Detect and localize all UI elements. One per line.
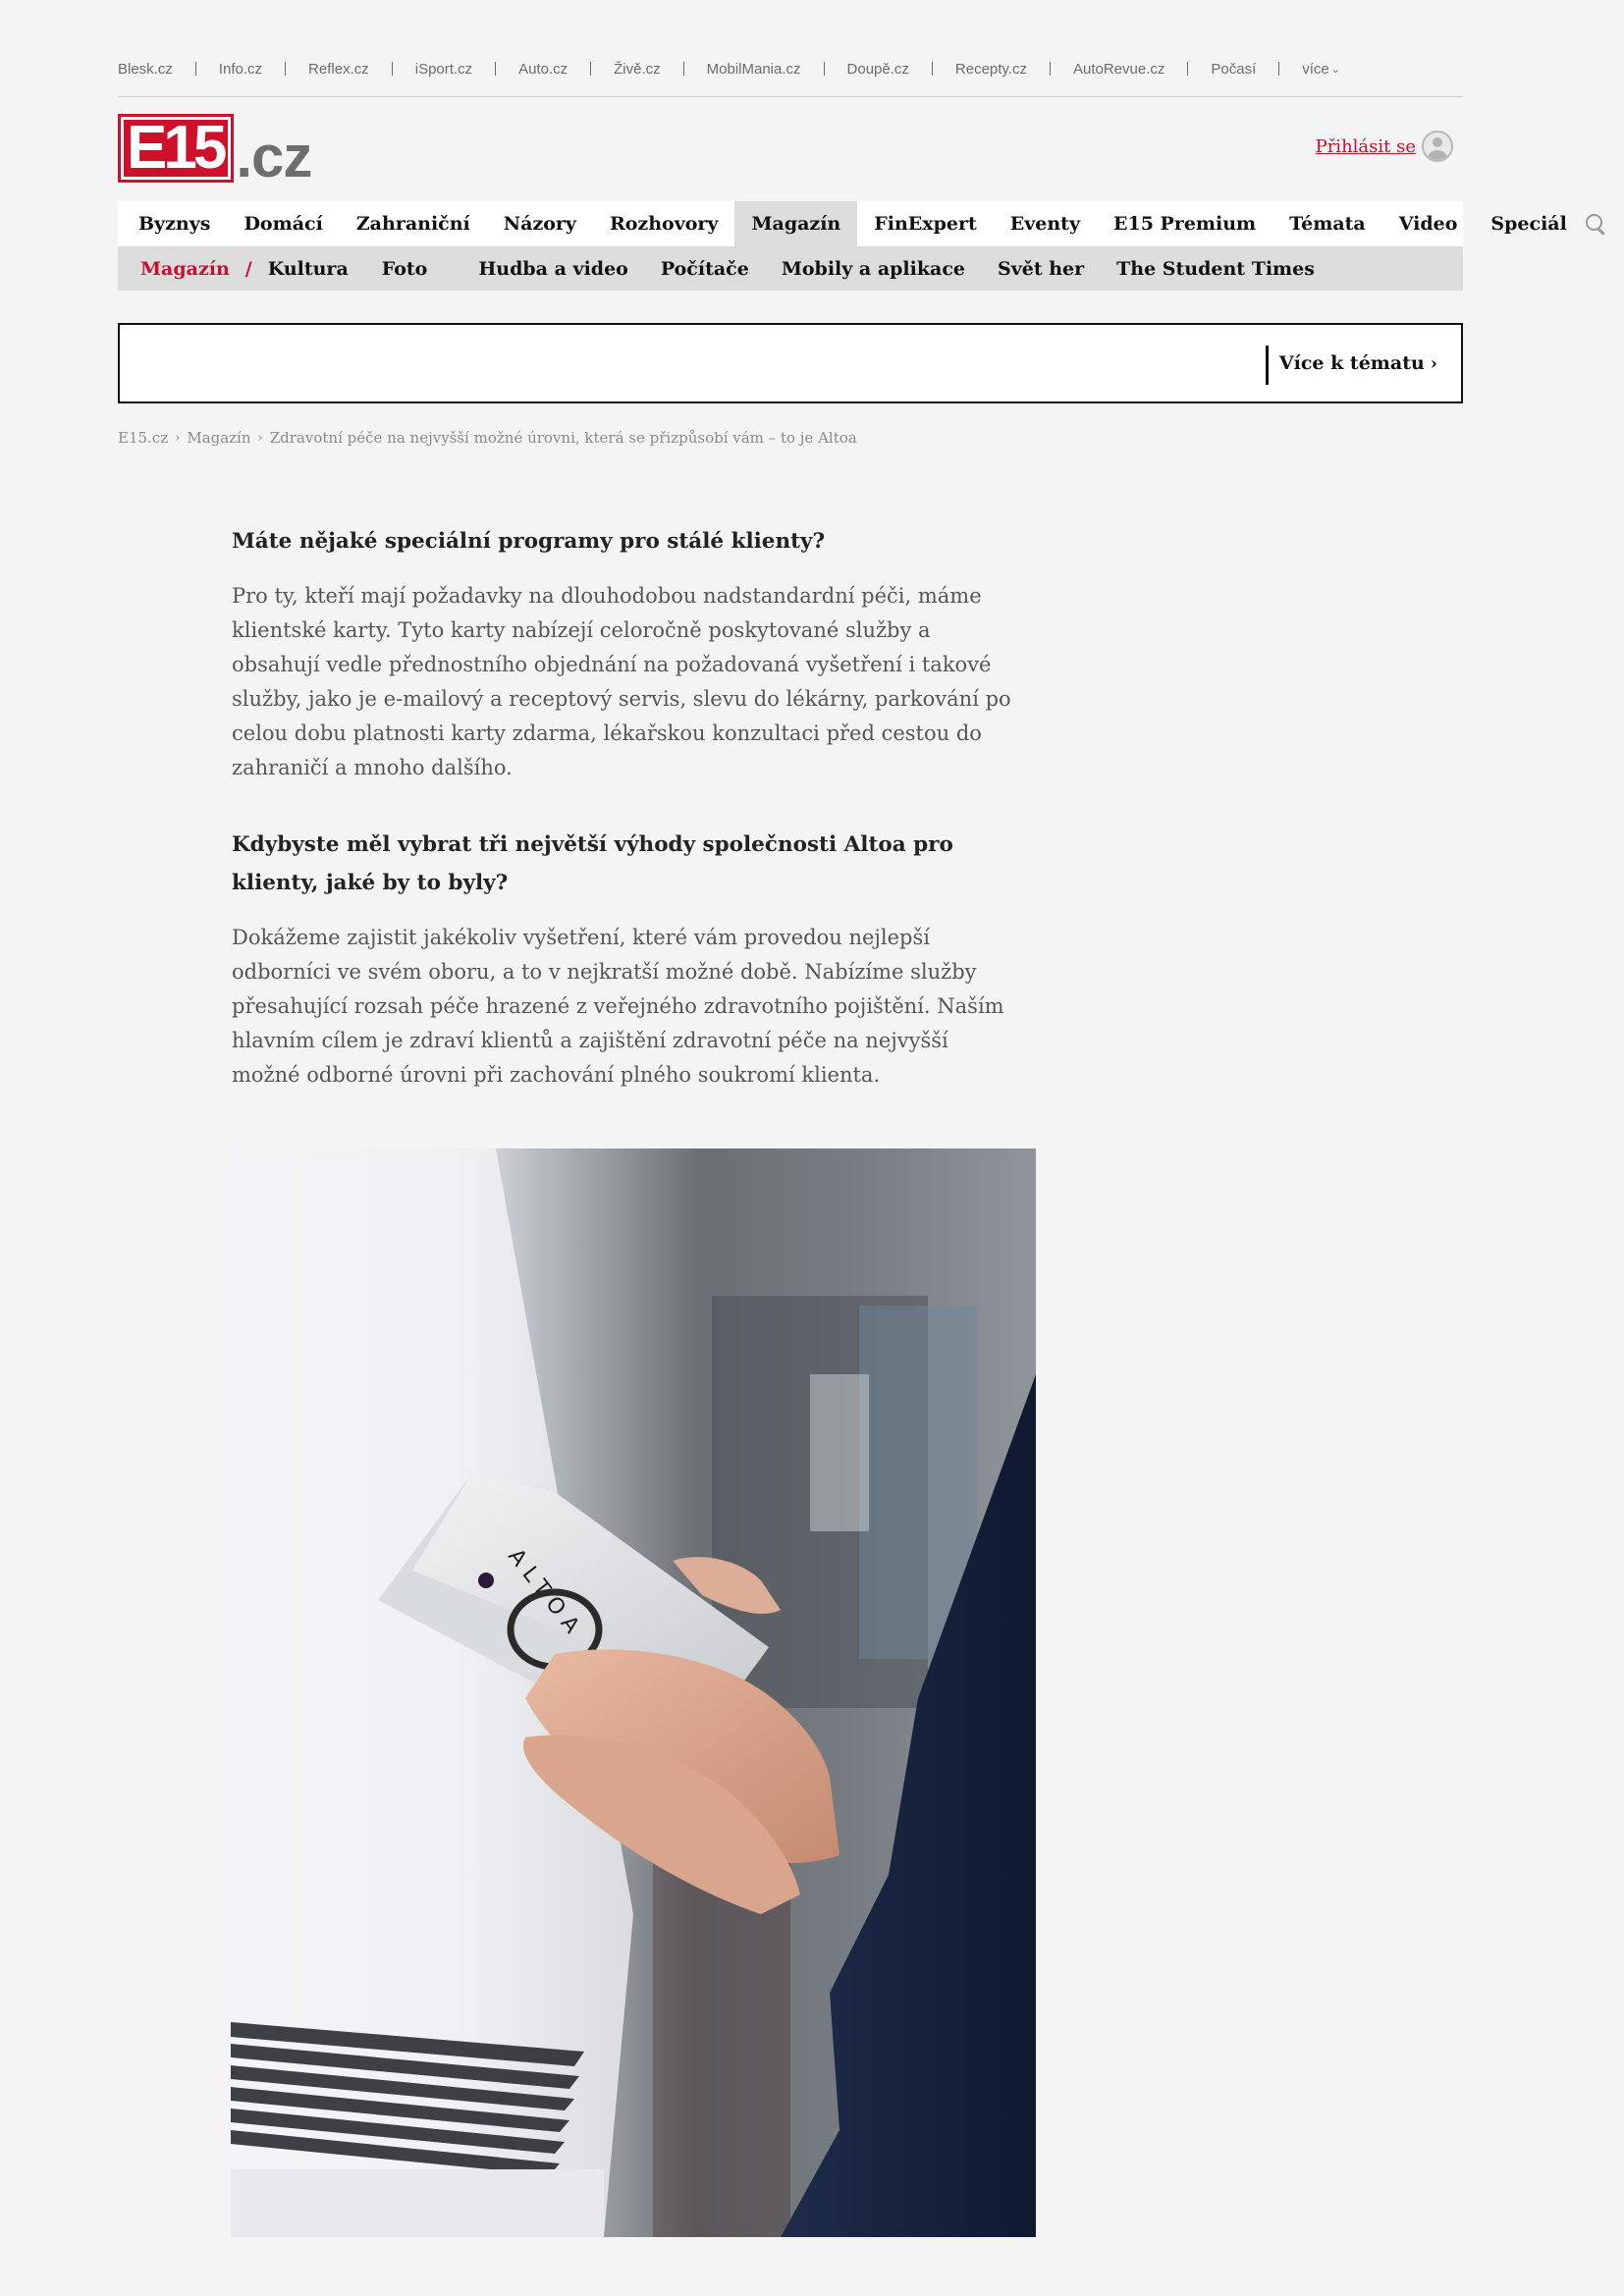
subnav-item-foto[interactable]: Foto [381, 257, 428, 280]
chevron-right-icon: › [175, 430, 181, 446]
separator [392, 62, 393, 76]
separator [683, 62, 684, 76]
subnav-separator: / [244, 257, 252, 280]
subnav-item-pocitace[interactable]: Počítače [660, 257, 749, 280]
nav-item-eventy[interactable]: Eventy [1009, 213, 1080, 235]
separator [495, 62, 496, 76]
nav-item-special[interactable]: Speciál [1490, 213, 1567, 235]
portal-link-pocasi[interactable]: Počasí [1211, 60, 1257, 78]
subnav-item-the-student-times[interactable]: The Student Times [1116, 257, 1315, 280]
article-paragraph: Dokážeme zajistit jakékoliv vyšetření, které vám provedou nejlepší odborníci ve svém oboru, a to v nejkratší možné době. Nabízíme služby přesahující rozsah péče hrazené z veřejného zdravotního pojištění. Naším hlavním cílem je zdraví klientů a zajištění zdravotní péče na nejvyšší možné odborné úrovni při zachování plného soukromí klienta. [232, 926, 1004, 1087]
portal-link-zive[interactable]: Živě.cz [614, 60, 661, 78]
login-area [1316, 131, 1453, 162]
nav-item-byznys[interactable]: Byznys [138, 213, 211, 235]
breadcrumb [118, 429, 857, 447]
logo-box: E15 [118, 114, 234, 183]
nav-item-nazory[interactable]: Názory [503, 213, 576, 235]
breadcrumb-item-magazin[interactable]: Magazín [187, 429, 251, 447]
article-question: Máte nějaké speciální programy pro stálé klienty? [232, 529, 826, 554]
portal-link-autorevue[interactable]: AutoRevue.cz [1072, 60, 1165, 78]
subnav-current-section[interactable]: Magazín [140, 257, 230, 280]
main-nav [118, 201, 1567, 246]
breadcrumb-item-current: Zdravotní péče na nejvyšší možné úrovni, která se přizpůsobí vám – to je Altoa [269, 429, 857, 447]
portal-link-recepty[interactable]: Recepty.cz [954, 60, 1027, 78]
photo-illustration [231, 1148, 1036, 2237]
separator [1050, 62, 1051, 76]
more-portals-label: více [1302, 60, 1329, 78]
separator [824, 62, 825, 76]
separator [590, 62, 591, 76]
nav-item-rozhovory[interactable]: Rozhovory [609, 213, 719, 235]
site-logo[interactable] [118, 114, 312, 189]
breadcrumb-item-home[interactable]: E15.cz [118, 429, 169, 447]
subnav-item-kultura[interactable]: Kultura [267, 257, 349, 280]
nav-item-domaci[interactable]: Domácí [244, 213, 323, 235]
chevron-right-icon: › [1430, 352, 1437, 374]
topic-box [118, 323, 1463, 403]
article-question: Kdybyste měl vybrat tři největší výhody společnosti Altoa pro klienty, jaké by to byly? [232, 832, 953, 895]
separator [932, 62, 933, 76]
more-on-topic-link[interactable] [1279, 325, 1437, 401]
nav-item-temata[interactable]: Témata [1289, 213, 1366, 235]
separator [285, 62, 286, 76]
nav-item-video[interactable]: Video [1398, 213, 1458, 235]
more-on-topic-label: Více k tématu [1278, 352, 1425, 374]
chevron-down-icon: ⌄ [1330, 63, 1340, 76]
subnav-item-svet-her[interactable]: Svět her [998, 257, 1085, 280]
separator [1278, 62, 1279, 76]
portal-link-blesk[interactable]: Blesk.cz [118, 60, 173, 78]
portal-link-info[interactable]: Info.cz [218, 60, 263, 78]
topic-divider [1266, 346, 1269, 385]
portal-link-reflex[interactable]: Reflex.cz [308, 60, 369, 78]
user-icon[interactable] [1422, 131, 1453, 162]
nav-item-e15-premium[interactable]: E15 Premium [1113, 213, 1257, 235]
more-portals-dropdown[interactable] [1302, 61, 1340, 78]
sub-nav [118, 246, 1463, 291]
nav-item-zahranicni[interactable]: Zahraniční [355, 213, 470, 235]
separator [195, 62, 196, 76]
separator [1187, 62, 1188, 76]
login-link[interactable]: Přihlásit se [1315, 135, 1416, 157]
header-divider [118, 96, 1463, 97]
portal-links-bar [118, 57, 1463, 80]
brochure-logo-mark [478, 1573, 494, 1588]
article-paragraph: Pro ty, kteří mají požadavky na dlouhodobou nadstandardní péči, máme klientské karty. Tyto karty nabízejí celoročně poskytované služby a obsahují vedle přednostního objednání na požadovaná vyšetření i takové služby, jako je e-mailový a receptový servis, slevu do lékárny, parkování po celou dobu platnosti karty zdarma, lékařskou konzultaci před cestou do zahraničí a mnoho dalšího. [232, 584, 1011, 779]
portal-link-isport[interactable]: iSport.cz [414, 60, 473, 78]
article-photo [231, 1148, 1036, 2237]
logo-suffix: .cz [236, 124, 312, 189]
subnav-item-hudba-a-video[interactable]: Hudba a video [478, 257, 628, 280]
portal-link-auto[interactable]: Auto.cz [518, 60, 568, 78]
nav-item-magazin[interactable]: Magazín [734, 201, 857, 246]
portal-link-doupe[interactable]: Doupě.cz [846, 60, 909, 78]
portal-link-mobilmania[interactable]: MobilMania.cz [706, 60, 801, 78]
subnav-item-mobily-a-aplikace[interactable]: Mobily a aplikace [781, 257, 965, 280]
brochure-brand-text: ALTOA [503, 1544, 589, 1645]
nav-item-finexpert[interactable]: FinExpert [874, 213, 977, 235]
chevron-right-icon: › [257, 430, 263, 446]
